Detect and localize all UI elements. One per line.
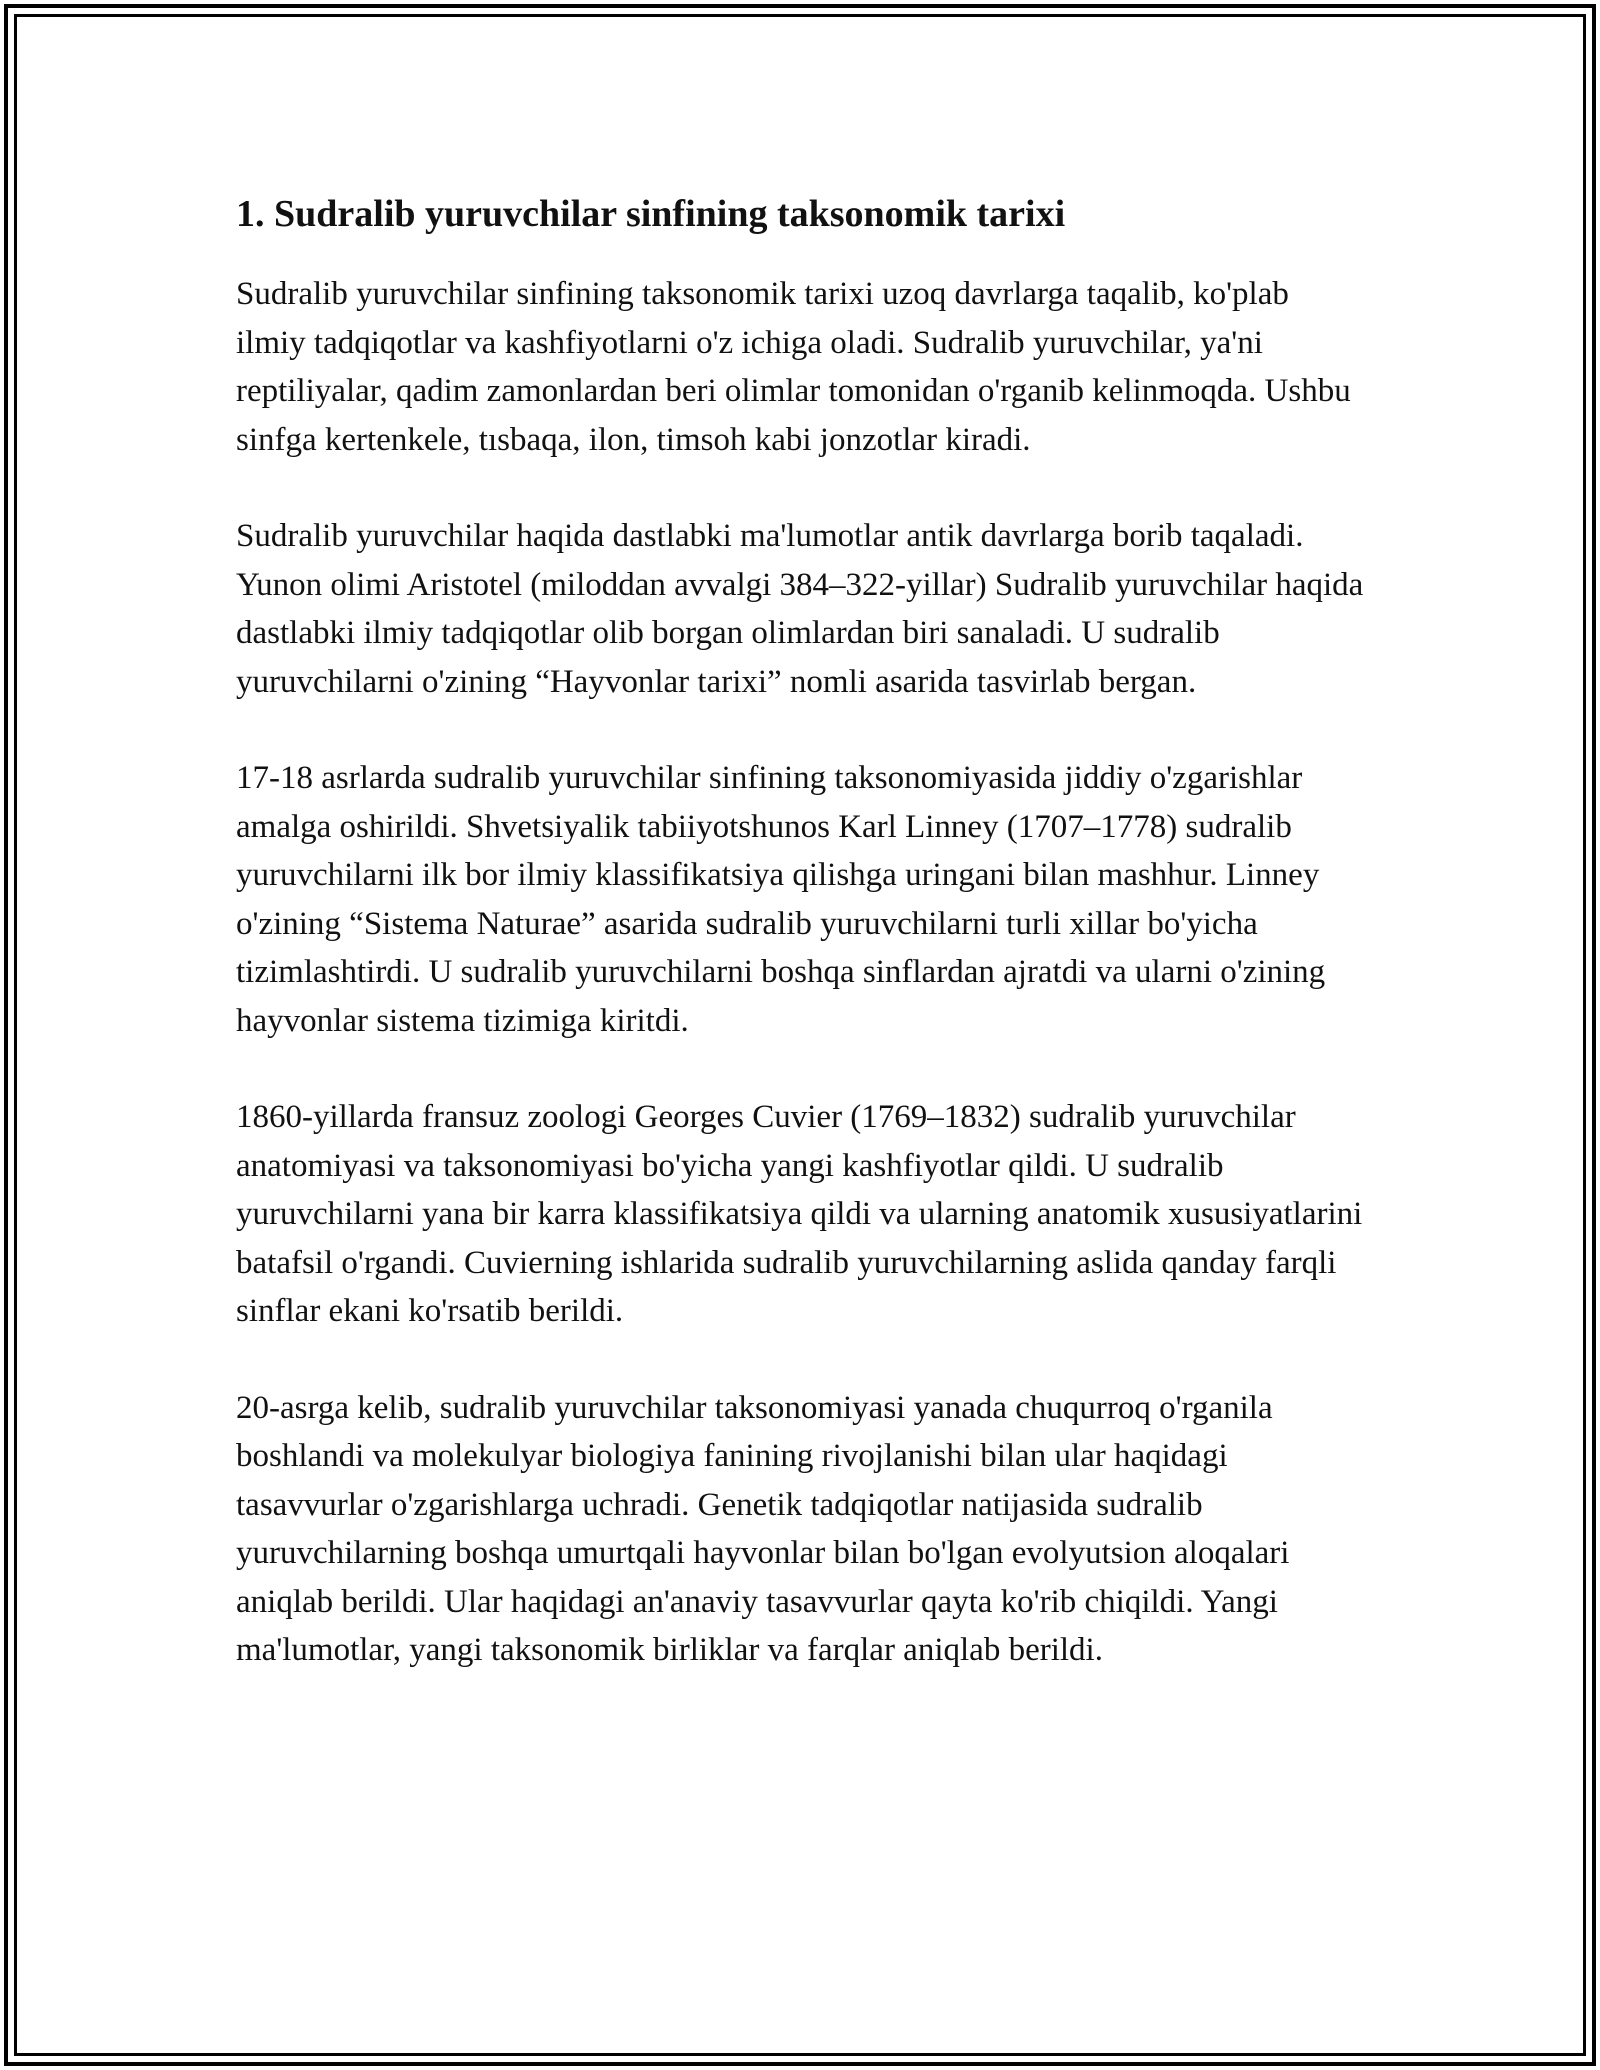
paragraph-antiquity: Sudralib yuruvchilar haqida dastlabki ma'lumotlar antik davrlarga borib taqaladi. Yunon olimi Aristotel (miloddan avvalgi 384–322-yillar) Sudralib yuruvchilar haqida dastlabki ilmiy tadqiqotlar olib borgan olimlardan biri sanaladi. U sudralib yuruvchilarni o'zining “Hayvonlar tarixi” nomli asarida tasvirlab bergan. [236, 518, 1364, 700]
paragraph-intro: Sudralib yuruvchilar sinfining taksonomik tarixi uzoq davrlarga taqalib, ko'plab ilmiy tadqiqotlar va kashfiyotlarni o'z ichiga oladi. Sudralib yuruvchilar, ya'ni reptiliyalar, qadim zamonlardan beri olimlar tomonidan o'rganib kelinmoqda. Ushbu sinfga kertenkele, tısbaqa, ilon, timsoh kabi jonzotlar kiradi. [236, 276, 1351, 458]
section-heading: 1. Sudralib yuruvchilar sinfining taksonomik tarixi [236, 193, 1066, 235]
paragraph-cuvier: 1860-yillarda fransuz zoologi Georges Cuvier (1769–1832) sudralib yuruvchilar anatomiyasi va taksonomiyasi bo'yicha yangi kashfiyotlar qildi. U sudralib yuruvchilarni yana bir karra klassifikatsiya qildi va ularning anatomik xususiyatlarini batafsil o'rgandi. Cuvierning ishlarida sudralib yuruvchilarning aslida qanday farqli sinflar ekani ko'rsatib berildi. [236, 1099, 1363, 1329]
document-body [236, 186, 1366, 1723]
paragraph-linnaeus: 17-18 asrlarda sudralib yuruvchilar sinfining taksonomiyasida jiddiy o'zgarishlar amalga oshirildi. Shvetsiyalik tabiiyotshunos Karl Linney (1707–1778) sudralib yuruvchilarni ilk bor ilmiy klassifikatsiya qilishga uringani bilan mashhur. Linney o'zining “Sistema Naturae” asarida sudralib yuruvchilarni turli xillar bo'yicha tizimlashtirdi. U sudralib yuruvchilarni boshqa sinflardan ajratdi va ularni o'zining hayvonlar sistema tizimiga kiritdi. [236, 760, 1326, 1039]
paragraph-20th-century: 20-asrga kelib, sudralib yuruvchilar taksonomiyasi yanada chuqurroq o'rganila boshlandi va molekulyar biologiya fanining rivojlanishi bilan ular haqidagi tasavvurlar o'zgarishlarga uchradi. Genetik tadqiqotlar natijasida sudralib yuruvchilarning boshqa umurtqali hayvonlar bilan bo'lgan evolyutsion aloqalari aniqlab berildi. Ular haqidagi an'anaviy tasavvurlar qayta ko'rib chiqildi. Yangi ma'lumotlar, yangi taksonomik birliklar va farqlar aniqlab berildi. [236, 1389, 1290, 1668]
